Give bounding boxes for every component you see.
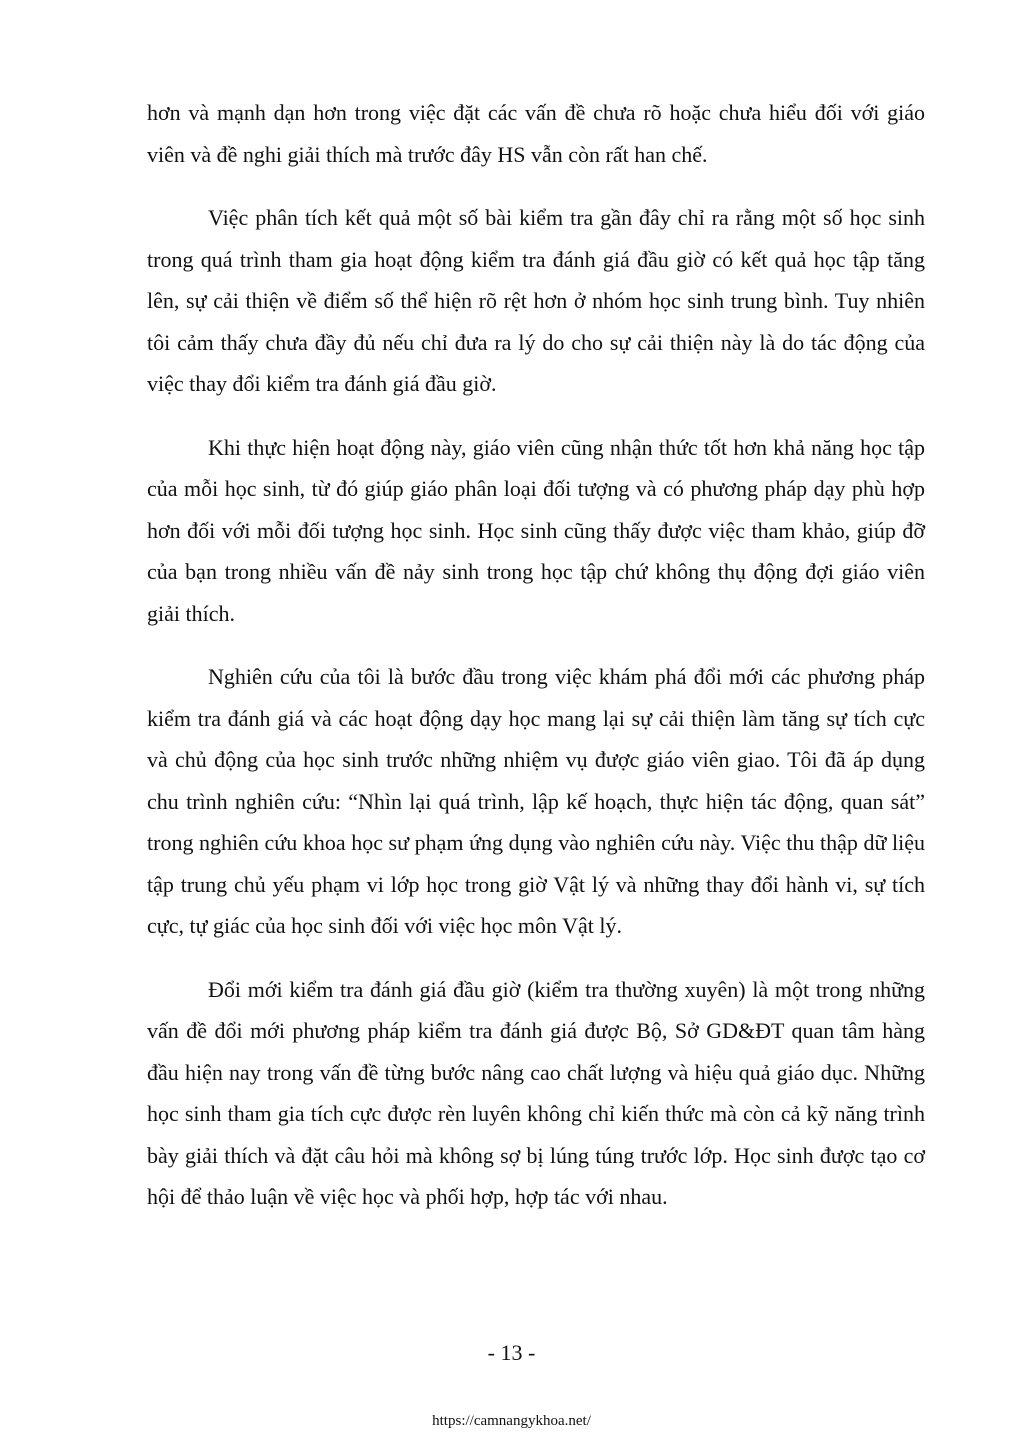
paragraph-continuation: hơn và mạnh dạn hơn trong việc đặt các vấn đề chưa rõ hoặc chưa hiểu đối với giáo viên và đề nghi giải thích mà trước đây HS vẫn còn rất han chế.	[147, 100, 925, 167]
body-text	[147, 92, 925, 1240]
paragraph-assessment-reform: Đổi mới kiểm tra đánh giá đầu giờ (kiểm tra thường xuyên) là một trong những vấn đề đổi mới phương pháp kiểm tra đánh giá được Bộ, Sở GD&ĐT quan tâm hàng đầu hiện nay trong vấn đề từng bước nâng cao chất lượng và hiệu quả giáo dục. Những học sinh tham gia tích cực được rèn luyên không chỉ kiến thức mà còn cả kỹ năng trình bày giải thích và đặt câu hỏi mà không sợ bị lúng túng trước lớp. Học sinh được tạo cơ hội để thảo luận về việc học và phối hợp, hợp tác với nhau.	[147, 976, 925, 1209]
paragraph-test-analysis: Việc phân tích kết quả một số bài kiểm tra gần đây chỉ ra rằng một số học sinh trong quá trình tham gia hoạt động kiểm tra đánh giá đầu giờ có kết quả học tập tăng lên, sự cải thiện về điểm số thể hiện rõ rệt hơn ở nhóm học sinh trung bình. Tuy nhiên tôi cảm thấy chưa đầy đủ nếu chỉ đưa ra lý do cho sự cải thiện này là do tác động của việc thay đổi kiểm tra đánh giá đầu giờ.	[147, 205, 925, 396]
paragraph-research-cycle: Nghiên cứu của tôi là bước đầu trong việc khám phá đổi mới các phương pháp kiểm tra đánh giá và các hoạt động dạy học mang lại sự cải thiện làm tăng sự tích cực và chủ động của học sinh trước những nhiệm vụ được giáo viên giao. Tôi đã áp dụng chu trình nghiên cứu: “Nhìn lại quá trình, lập kế hoạch, thực hiện tác động, quan sát” trong nghiên cứu khoa học sư phạm ứng dụng vào nghiên cứu này. Việc thu thập dữ liệu tập trung chủ yếu phạm vi lớp học trong giờ Vật lý và những thay đổi hành vi, sự tích cực, tự giác của học sinh đối với việc học môn Vật lý.	[147, 664, 925, 938]
page-number: - 13 -	[487, 1340, 536, 1365]
footer-url: https://camnangykhoa.net/	[432, 1413, 591, 1429]
paragraph-teacher-awareness: Khi thực hiện hoạt động này, giáo viên cũng nhận thức tốt hơn khả năng học tập của mỗi học sinh, từ đó giúp giáo phân loại đối tượng và có phương pháp dạy phù hợp hơn đối với mỗi đối tượng học sinh. Học sinh cũng thấy được việc tham khảo, giúp đỡ của bạn trong nhiều vấn đề nảy sinh trong học tập chứ không thụ động đợi giáo viên giải thích.	[147, 434, 925, 626]
